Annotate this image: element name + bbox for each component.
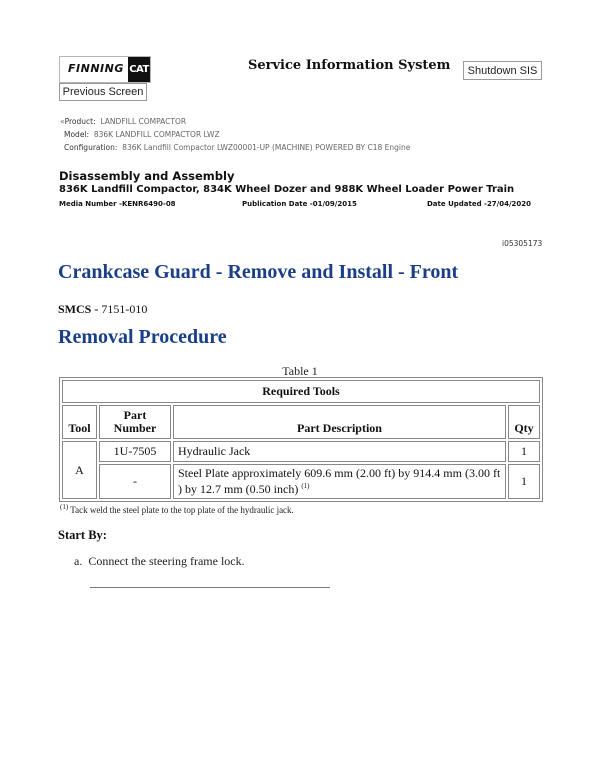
table-row: [62, 464, 540, 499]
shutdown-sis-button[interactable]: Shutdown SIS: [463, 61, 542, 80]
smcs-label: SMCS -: [58, 302, 99, 316]
footnote-text: Tack weld the steel plate to the top plate of the hydraulic jack.: [70, 505, 294, 515]
cell-description: Hydraulic Jack: [173, 441, 506, 462]
divider: [90, 587, 330, 588]
table-caption: Table 1: [282, 364, 318, 378]
header-part-description: Part Description: [173, 405, 506, 439]
cell-tool: A: [62, 441, 97, 499]
document-subtitle: 836K Landfill Compactor, 834K Wheel Dozer and 988K Wheel Loader Power Train: [59, 184, 515, 195]
smcs-code: [58, 302, 147, 317]
start-by-label: Start By:: [58, 528, 107, 542]
required-tools-table: [59, 377, 543, 502]
previous-screen-button[interactable]: Previous Screen: [59, 83, 147, 101]
product-label[interactable]: Product:: [64, 117, 96, 126]
finning-cat-logo: [59, 56, 151, 83]
finning-logo-text: FINNING: [68, 62, 124, 75]
date-updated: Date Updated -27/04/2020: [427, 200, 532, 208]
publication-date: Publication Date -01/09/2015: [242, 200, 357, 208]
breadcrumb-product: [60, 117, 186, 126]
footnote-marker: (1): [60, 503, 69, 511]
header-part-number: Part Number: [99, 405, 171, 439]
back-arrow-icon[interactable]: «: [60, 117, 65, 126]
breadcrumb-configuration: [64, 143, 410, 152]
page-title: Crankcase Guard - Remove and Install - Front: [58, 261, 459, 283]
header-qty: Qty: [508, 405, 540, 439]
model-value: 836K LANDFILL COMPACTOR LWZ: [93, 130, 220, 139]
step-text: Connect the steering frame lock.: [88, 554, 245, 568]
footnote-ref: (1): [301, 482, 310, 490]
table-title: Required Tools: [62, 380, 540, 403]
step-item: [74, 554, 245, 569]
step-marker: a.: [74, 554, 83, 568]
configuration-value: 836K Landfill Compactor LWZ00001-UP (MACHINE) POWERED BY C18 Engine: [122, 143, 411, 152]
section-heading: Removal Procedure: [58, 326, 227, 348]
cell-part-number: -: [99, 464, 171, 499]
cell-part-number: 1U-7505: [99, 441, 171, 462]
configuration-label: Configuration:: [64, 143, 118, 152]
model-label: Model:: [64, 130, 90, 139]
media-number: Media Number -KENR6490-08: [59, 200, 176, 208]
product-value: LANDFILL COMPACTOR: [100, 117, 187, 126]
cell-description: [173, 464, 506, 499]
cell-qty: 1: [508, 441, 540, 462]
cat-logo-icon: CAT: [128, 57, 150, 82]
system-title: Service Information System: [248, 58, 451, 73]
smcs-value: 7151-010: [101, 302, 148, 316]
table-row: [62, 441, 540, 462]
image-id: i05305173: [502, 239, 543, 248]
breadcrumb-model: [64, 130, 220, 139]
cell-qty: 1: [508, 464, 540, 499]
table-footnote: [60, 503, 294, 515]
description-text: Steel Plate approximately 609.6 mm (2.00 ft) by 914.4 mm (3.00 ft ) by 12.7 mm (0.50 inch): [178, 466, 501, 496]
header-tool: Tool: [62, 405, 97, 439]
document-title: Disassembly and Assembly: [59, 169, 235, 183]
